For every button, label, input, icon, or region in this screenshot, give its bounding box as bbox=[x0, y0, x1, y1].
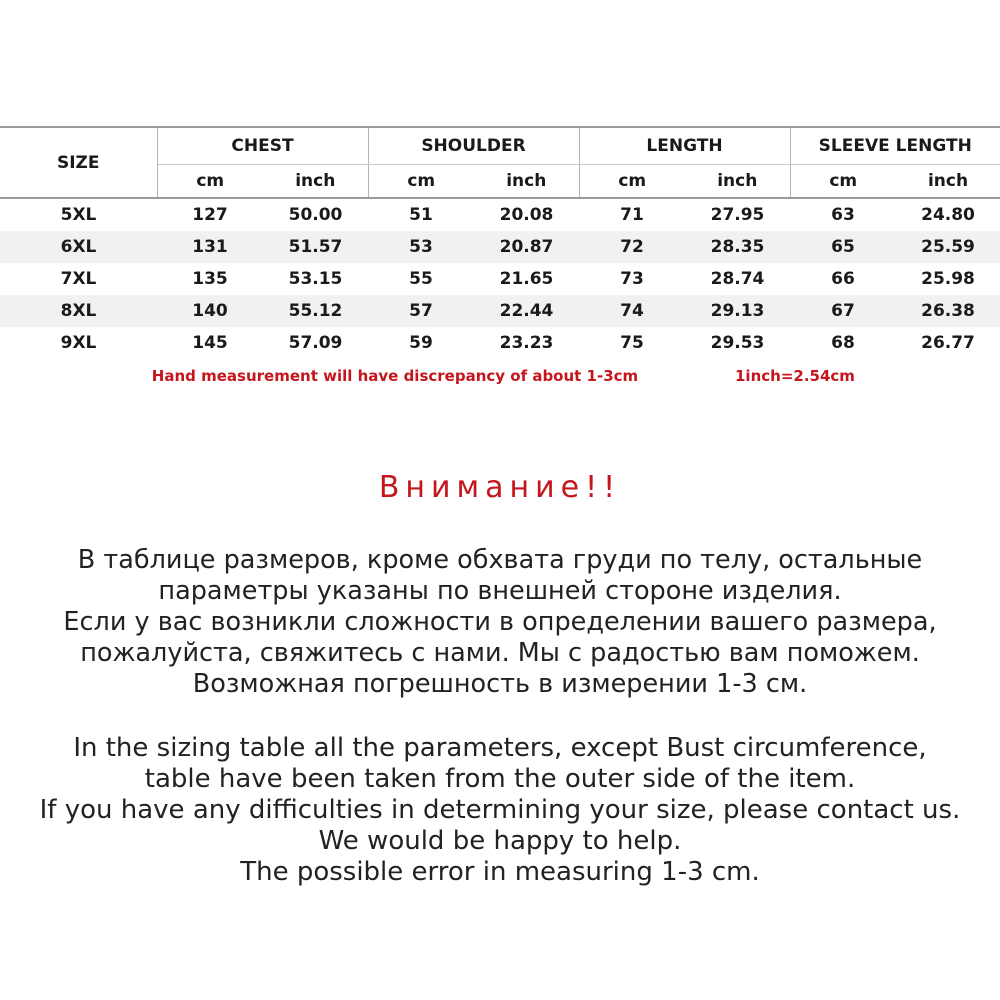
chest-cm-header: cm bbox=[157, 165, 263, 199]
shoulder-cm-cell: 57 bbox=[409, 301, 433, 321]
length-cm-cell: 74 bbox=[620, 301, 644, 321]
shoulder-cm-cell: 55 bbox=[409, 269, 433, 289]
size-cell: 5XL bbox=[60, 205, 97, 225]
length-cm-header: cm bbox=[579, 165, 685, 199]
chest-inch-cell: 53.15 bbox=[288, 269, 343, 289]
chest-cm-cell: 127 bbox=[192, 205, 228, 225]
length-inch-cell: 29.53 bbox=[710, 333, 765, 353]
sleeve-inch-cell: 25.98 bbox=[921, 269, 975, 289]
sleeve-length-header: SLEEVE LENGTH bbox=[790, 127, 1000, 165]
sleeve-cm-cell: 65 bbox=[831, 237, 855, 257]
inch-conversion-text: 1inch=2.54cm bbox=[735, 367, 855, 385]
table-row bbox=[0, 295, 1000, 327]
length-inch-cell: 29.13 bbox=[710, 301, 765, 321]
chest-cm-cell: 135 bbox=[192, 269, 228, 289]
shoulder-header: SHOULDER bbox=[368, 127, 579, 165]
sleeve-inch-header: inch bbox=[896, 165, 1000, 199]
chest-cm-cell: 140 bbox=[192, 301, 228, 321]
sleeve-cm-cell: 66 bbox=[831, 269, 855, 289]
sleeve-cm-cell: 68 bbox=[831, 333, 855, 353]
length-inch-cell: 27.95 bbox=[710, 205, 765, 225]
chest-inch-cell: 50.00 bbox=[288, 205, 343, 225]
russian-line: В таблице размеров, кроме обхвата груди по телу, остальные bbox=[77, 545, 923, 575]
size-cell: 8XL bbox=[60, 301, 97, 321]
shoulder-cm-cell: 59 bbox=[409, 333, 433, 353]
size-cell: 9XL bbox=[60, 333, 97, 353]
english-line: In the sizing table all the parameters, except Bust circumference, bbox=[73, 733, 927, 763]
notice-title: Внимание!! bbox=[378, 470, 622, 505]
russian-line: пожалуйста, свяжитесь с нами. Мы с радостью вам поможем. bbox=[80, 638, 920, 668]
length-cm-cell: 71 bbox=[620, 205, 644, 225]
chest-cm-cell: 131 bbox=[192, 237, 228, 257]
sleeve-cm-cell: 67 bbox=[831, 301, 855, 321]
shoulder-inch-header: inch bbox=[474, 165, 579, 199]
shoulder-cm-cell: 53 bbox=[409, 237, 433, 257]
chest-header: CHEST bbox=[157, 127, 368, 165]
russian-notice-text bbox=[0, 545, 1000, 700]
english-notice-text bbox=[0, 733, 1000, 888]
length-inch-header: inch bbox=[685, 165, 790, 199]
size-cell: 7XL bbox=[60, 269, 97, 289]
sleeve-cm-cell: 63 bbox=[831, 205, 855, 225]
sleeve-inch-cell: 26.77 bbox=[921, 333, 975, 353]
length-inch-cell: 28.74 bbox=[710, 269, 765, 289]
length-header: LENGTH bbox=[579, 127, 790, 165]
length-cm-cell: 73 bbox=[620, 269, 644, 289]
chest-cm-cell: 145 bbox=[192, 333, 228, 353]
size-column-header: SIZE bbox=[0, 127, 157, 198]
size-table bbox=[0, 126, 1000, 393]
length-cm-cell: 72 bbox=[620, 237, 644, 257]
size-cell: 6XL bbox=[60, 237, 97, 257]
russian-line: параметры указаны по внешней стороне изделия. bbox=[158, 576, 842, 606]
shoulder-inch-cell: 21.65 bbox=[499, 269, 554, 289]
english-line: table have been taken from the outer side of the item. bbox=[144, 764, 856, 794]
chest-inch-cell: 51.57 bbox=[288, 237, 343, 257]
english-line: If you have any difficulties in determining your size, please contact us. bbox=[39, 795, 961, 825]
table-group-header-row bbox=[0, 127, 1000, 165]
sleeve-inch-cell: 24.80 bbox=[921, 205, 975, 225]
sleeve-cm-header: cm bbox=[790, 165, 896, 199]
shoulder-inch-cell: 22.44 bbox=[499, 301, 554, 321]
table-row bbox=[0, 231, 1000, 263]
table-row bbox=[0, 198, 1000, 231]
shoulder-cm-header: cm bbox=[368, 165, 474, 199]
shoulder-cm-cell: 51 bbox=[409, 205, 433, 225]
sleeve-inch-cell: 26.38 bbox=[921, 301, 975, 321]
russian-line: Возможная погрешность в измерении 1-3 см. bbox=[192, 669, 808, 699]
length-cm-cell: 75 bbox=[620, 333, 644, 353]
measurement-discrepancy-note: Hand measurement will have discrepancy of about 1-3cm bbox=[151, 367, 639, 385]
table-footnote-row bbox=[0, 359, 1000, 393]
sleeve-inch-cell: 25.59 bbox=[921, 237, 975, 257]
english-line: The possible error in measuring 1-3 cm. bbox=[240, 857, 760, 887]
table-row bbox=[0, 327, 1000, 359]
chest-inch-cell: 55.12 bbox=[288, 301, 343, 321]
shoulder-inch-cell: 20.87 bbox=[499, 237, 554, 257]
shoulder-inch-cell: 20.08 bbox=[499, 205, 554, 225]
chest-inch-cell: 57.09 bbox=[288, 333, 343, 353]
shoulder-inch-cell: 23.23 bbox=[499, 333, 554, 353]
table-row bbox=[0, 263, 1000, 295]
length-inch-cell: 28.35 bbox=[710, 237, 765, 257]
inch-conversion-note bbox=[735, 359, 1000, 393]
chest-inch-header: inch bbox=[263, 165, 368, 199]
russian-line: Если у вас возникли сложности в определении вашего размера, bbox=[63, 607, 937, 637]
english-line: We would be happy to help. bbox=[318, 826, 682, 856]
